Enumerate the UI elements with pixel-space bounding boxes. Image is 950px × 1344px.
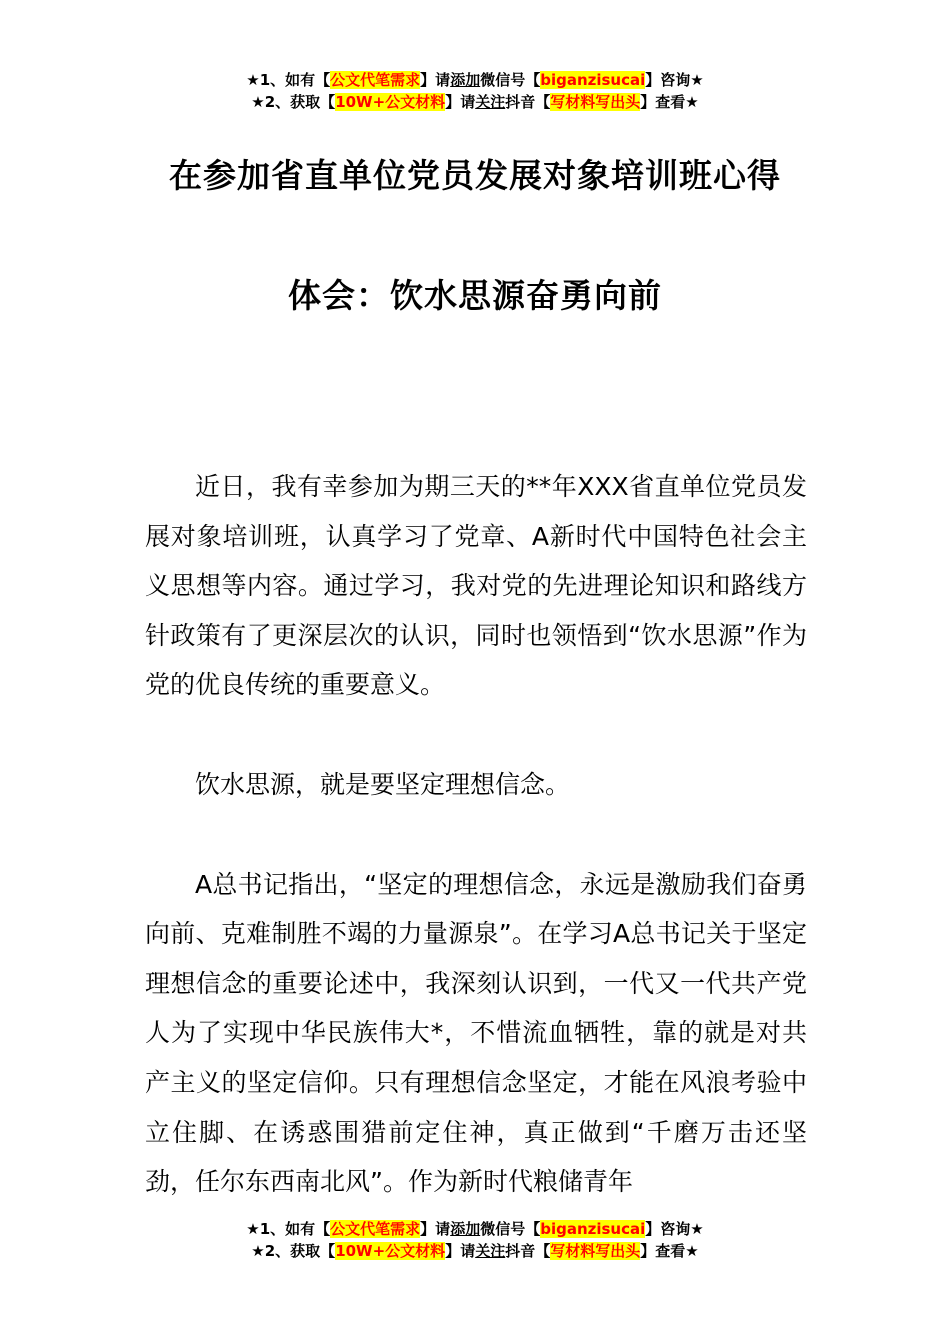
banner-text: ★1、如有【 (246, 71, 331, 89)
banner-text: 抖音【 (505, 93, 551, 111)
banner-underline: 关注 (475, 1242, 506, 1260)
banner-text: ★1、如有【 (246, 1220, 331, 1238)
banner-text: 微信号【 (480, 1220, 541, 1238)
banner-line-1 (0, 1218, 950, 1240)
header-banner (0, 69, 950, 113)
banner-highlight: 写材料写出头 (550, 1242, 641, 1260)
banner-highlight: biganzisucai (540, 1220, 646, 1238)
banner-text: 】请 (445, 93, 476, 111)
banner-line-2 (0, 91, 950, 113)
banner-underline: 添加 (450, 71, 481, 89)
banner-text: 微信号【 (480, 71, 541, 89)
banner-text: 】请 (420, 1220, 451, 1238)
banner-highlight: 10W+公文材料 (335, 1242, 446, 1260)
banner-text: 】请 (420, 71, 451, 89)
banner-highlight: 公文代笔需求 (330, 1220, 421, 1238)
banner-text: 】请 (445, 1242, 476, 1260)
banner-text: ★2、获取【 (251, 93, 336, 111)
banner-highlight: 写材料写出头 (550, 93, 641, 111)
banner-text: 】查看★ (640, 93, 699, 111)
document-title-line-1: 在参加省直单位党员发展对象培训班心得 (169, 156, 781, 195)
paragraph: 饮水思源，就是要坚定理想信念。 (195, 769, 571, 799)
banner-text: 】咨询★ (645, 1220, 704, 1238)
banner-highlight: 10W+公文材料 (335, 93, 446, 111)
banner-underline: 关注 (475, 93, 506, 111)
paragraph: 近日，我有幸参加为期三天的**年XXX省直单位党员发展对象培训班，认真学习了党章、A新时代中国特色社会主义思想等内容。通过学习，我对党的先进理论知识和路线方针政策有了更深层次的认识，同时也领悟到“饮水思源”作为党的优良传统的重要意义。 (145, 472, 807, 700)
banner-highlight: 公文代笔需求 (330, 71, 421, 89)
paragraph: A总书记指出，“坚定的理想信念，永远是激励我们奋勇向前、克难制胜不竭的力量源泉”。在学习A总书记关于坚定理想信念的重要论述中，我深刻认识到，一代又一代共产党人为了实现中华民族伟大*，不惜流血牺牲，靠的就是对共产主义的坚定信仰。只有理想信念坚定，才能在风浪考验中立住脚、在诱惑围猎前定住神，真正做到“千磨万击还坚劲，任尔东西南北风”。作为新时代粮储青年 (145, 869, 807, 1197)
banner-text: 】咨询★ (645, 71, 704, 89)
banner-text: ★2、获取【 (251, 1242, 336, 1260)
banner-text: 】查看★ (640, 1242, 699, 1260)
banner-underline: 添加 (450, 1220, 481, 1238)
document-title-line-2: 体会：饮水思源奋勇向前 (288, 276, 662, 315)
banner-highlight: biganzisucai (540, 71, 646, 89)
footer-banner (0, 1218, 950, 1262)
banner-line-2 (0, 1240, 950, 1262)
document-body (145, 462, 807, 1257)
banner-text: 抖音【 (505, 1242, 551, 1260)
banner-line-1 (0, 69, 950, 91)
